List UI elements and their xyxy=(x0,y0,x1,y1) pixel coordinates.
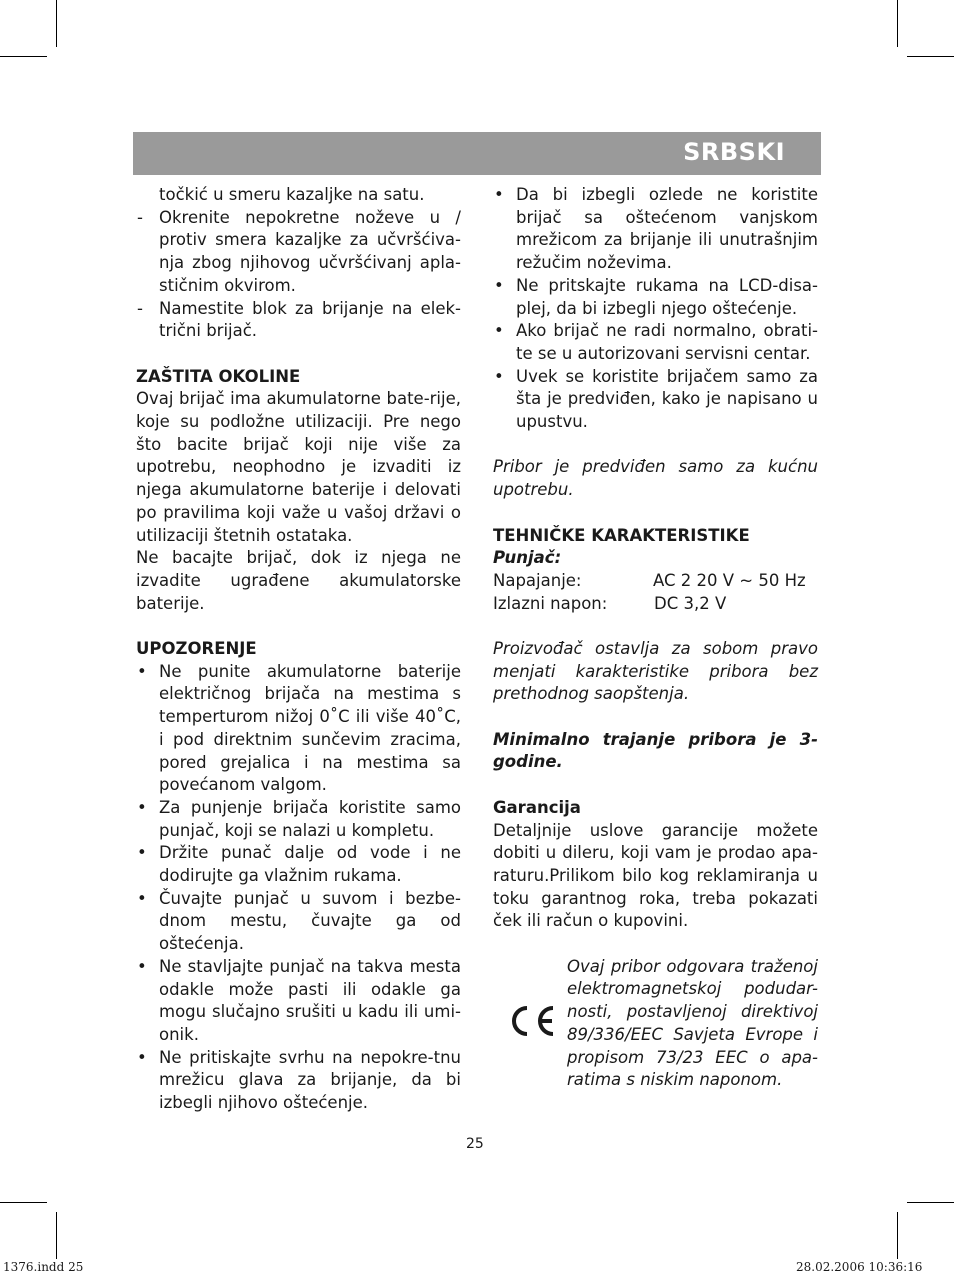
warning-item-text: Uvek se koristite brijačem samo za šta je predviđen, kako je napisano u upustvu. xyxy=(516,366,818,432)
ce-mark-icon xyxy=(505,1004,557,1038)
crop-mark xyxy=(907,1202,954,1203)
environment-paragraph: Ne bacajte brijač, dok iz njega ne izvadite ugrađene akumulatorske baterije. xyxy=(136,548,461,613)
crop-mark xyxy=(0,56,47,57)
print-timestamp: 28.02.2006 10:36:16 xyxy=(796,1260,923,1274)
crop-mark xyxy=(907,56,954,57)
bullet-icon: • xyxy=(137,1047,147,1067)
warning-item-text: Za punjenje brijača koristite samo punjač, koji se nalazi u kompletu. xyxy=(159,797,461,840)
crop-mark xyxy=(0,1202,47,1203)
spec-row xyxy=(493,593,818,616)
specs-subheading: Punjač: xyxy=(493,548,562,568)
specs-heading: TEHNIČKE KARAKTERISTIKE xyxy=(493,525,750,545)
crop-mark xyxy=(56,0,57,47)
spec-label: Napajanje: xyxy=(493,570,582,590)
warning-item xyxy=(136,1047,461,1115)
language-header-bar xyxy=(133,132,821,175)
bullet-icon: • xyxy=(494,275,504,295)
warning-item xyxy=(136,661,461,797)
bullet-icon: • xyxy=(137,661,147,681)
bullet-icon: • xyxy=(494,321,504,341)
warning-item-text: Ne pritskajte rukama na LCD-disa-plej, da bi izbegli njego oštećenje. xyxy=(516,275,818,318)
dash-item-text: Namestite blok za brijanje na elek-trični brijač. xyxy=(159,298,461,341)
left-column xyxy=(136,184,461,1115)
warning-item xyxy=(136,956,461,1047)
bullet-icon: • xyxy=(137,888,147,908)
lifetime-note: Minimalno trajanje pribora je 3-godine. xyxy=(493,729,818,772)
warning-item-text: Ne stavljajte punjač na takva mesta odakle može pasti ili odakle ga mogu slučajno srušiti u kadu ili umi-onik. xyxy=(159,956,461,1044)
crop-mark xyxy=(897,0,898,47)
spec-value: DC 3,2 V xyxy=(654,593,727,613)
ce-conformity-block xyxy=(493,956,818,1092)
language-title: SRBSKI xyxy=(683,138,785,166)
warning-item xyxy=(136,797,461,842)
warning-item xyxy=(136,888,461,956)
bullet-icon: • xyxy=(137,797,147,817)
dash-item xyxy=(136,207,461,298)
warning-heading: UPOZORENJE xyxy=(136,639,257,659)
intro-continuation: točkić u smeru kazaljke na satu. xyxy=(159,185,425,204)
spec-label: Izlazni napon: xyxy=(493,593,608,613)
print-file-info: 1376.indd 25 xyxy=(3,1260,84,1274)
warning-item xyxy=(493,366,818,434)
warning-item-text: Ne punite akumulatorne baterije električnog brijača na mestima s temperturom nižoj 0˚C ili više 40˚C, i pod direktnim sunčevim zracima, pored grejalica i na mestima sa povećanom valgom. xyxy=(159,661,461,795)
warning-item xyxy=(493,184,818,275)
warning-item-text: Držite punač dalje od vode i ne dodirujte ga vlažnim rukama. xyxy=(159,843,461,886)
warranty-heading: Garancija xyxy=(493,797,581,817)
warranty-text: Detaljnije uslove garancije možete dobiti u dileru, koji vam je prodao apa-raturu.Prilikom bilo kog reklamiranja u toku garantnog roka, treba pokazati ček ili račun o kupovini. xyxy=(493,820,818,931)
bullet-icon: • xyxy=(494,366,504,386)
warning-item-text: Čuvajte punjač u suvom i bezbe-dnom mestu, čuvajte ga od oštećenja. xyxy=(159,888,461,954)
right-column xyxy=(493,184,818,1092)
ce-conformity-text: Ovaj pribor odgovara traženoj elektromagnetskoj podudar-nosti, postavljenoj direktivoj 89/336/EEC Savjeta Evrope i propisom 73/23 EEC o apa-ratima s niskim naponom. xyxy=(567,956,818,1090)
dash-marker: - xyxy=(137,207,143,227)
bullet-icon: • xyxy=(137,843,147,863)
bullet-icon: • xyxy=(494,185,504,204)
crop-mark xyxy=(56,1212,57,1259)
household-note: Pribor je predviđen samo za kućnu upotrebu. xyxy=(493,457,818,500)
warning-item xyxy=(136,842,461,887)
bullet-icon: • xyxy=(137,956,147,976)
spec-value: AC 2 20 V ~ 50 Hz xyxy=(653,570,806,590)
dash-item xyxy=(136,298,461,343)
dash-item-text: Okrenite nepokretne noževe u / protiv smera kazaljke za učvršćiva-nja zbog njihovog učvršćivanj apla-stičnim okvirom. xyxy=(159,207,461,295)
warning-item xyxy=(493,320,818,365)
warning-item-text: Ne pritiskajte svrhu na nepokre-tnu mrežicu glava za brijanje, da bi izbegli njihovo oštećenje. xyxy=(159,1047,461,1113)
warning-item-text: Ako brijač ne radi normalno, obrati-te se u autorizovani servisni centar. xyxy=(516,321,818,363)
environment-heading: ZAŠTITA OKOLINE xyxy=(136,366,301,386)
spec-row xyxy=(493,570,818,593)
dash-marker: - xyxy=(137,298,143,318)
crop-mark xyxy=(897,1212,898,1259)
warning-item xyxy=(493,275,818,320)
page-number: 25 xyxy=(466,1136,484,1152)
environment-paragraph: Ovaj brijač ima akumulatorne bate-rije, koje su podložne utilizaciji. Pre nego što bacite brijač koji nije više za upotrebu, neophodno je izvaditi iz njega akumulatorne baterije i delovati po pravilima koji važe u vašoj državi o utilizaciji štetnih ostataka. xyxy=(136,389,461,545)
warning-item-text: Da bi izbegli ozlede ne koristite brijač sa oštećenom vanjskom mrežicom za brijanje ili unutrašnjim režučim noževima. xyxy=(516,185,818,273)
manufacturer-note: Proizvođač ostavlja za sobom pravo menjati karakteristike pribora bez prethodnog saopštenja. xyxy=(493,638,818,704)
